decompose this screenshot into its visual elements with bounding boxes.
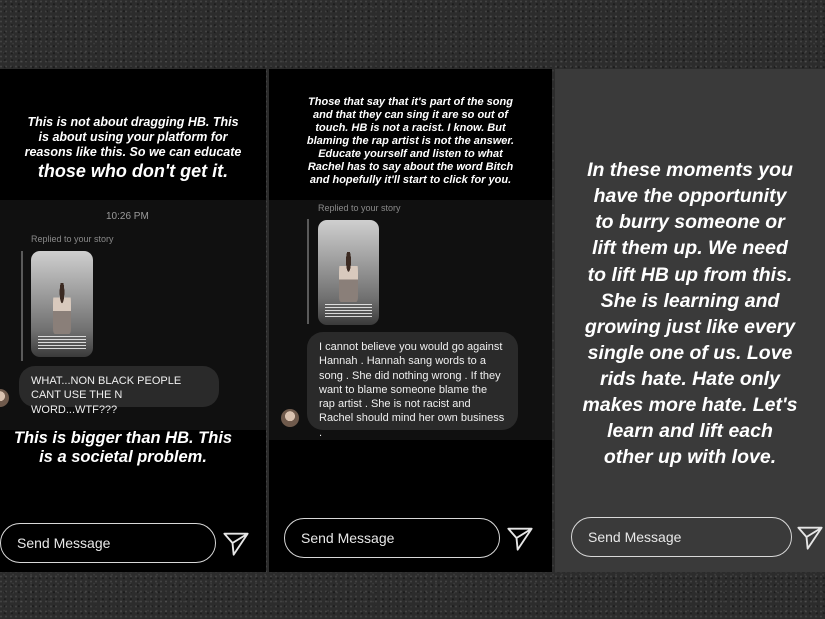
- replied-label: Replied to your story: [31, 234, 114, 244]
- caption-line: growing just like every: [584, 315, 796, 338]
- story-panel-1: [0, 69, 266, 572]
- caption-line: learn and lift each: [607, 420, 773, 443]
- story-thumbnail[interactable]: [31, 251, 93, 357]
- caption-line: lift them up. We need: [592, 237, 788, 260]
- caption: [555, 157, 825, 471]
- reply-divider: [307, 219, 309, 324]
- caption-line: This is not about dragging HB. This: [27, 115, 239, 129]
- timestamp: 10:26 PM: [106, 211, 149, 222]
- caption-line: to lift HB up from this.: [587, 263, 793, 286]
- paper-plane-icon[interactable]: [796, 523, 824, 551]
- thumbnail-figure: [53, 283, 72, 334]
- send-message-input[interactable]: Send Message: [284, 518, 500, 558]
- caption-line: In these moments you: [587, 159, 793, 181]
- story-panel-2: [269, 69, 552, 572]
- caption-line: have the opportunity: [593, 185, 787, 208]
- story-thumbnail[interactable]: [318, 220, 379, 325]
- thumbnail-text: [38, 336, 85, 351]
- replied-label: Replied to your story: [318, 203, 401, 213]
- caption-line: She is learning and: [600, 289, 780, 312]
- avatar[interactable]: [281, 409, 299, 427]
- caption-line: This is bigger than HB. This: [13, 429, 233, 447]
- caption-top: [0, 115, 266, 182]
- message-bubble: WHAT...NON BLACK PEOPLE CANT USE THE N WORD...WTF???: [19, 366, 219, 407]
- paper-plane-icon[interactable]: [506, 524, 534, 552]
- caption-line: reasons like this. So we can educate: [24, 144, 242, 159]
- caption-line: single one of us. Love: [587, 341, 793, 364]
- caption-line: is a societal problem.: [39, 448, 207, 467]
- caption-line: Educate yourself and listen to what: [318, 147, 503, 160]
- caption-line: rids hate. Hate only: [600, 368, 780, 390]
- paper-plane-icon[interactable]: [222, 529, 250, 557]
- thumbnail-text: [325, 304, 371, 319]
- caption-top: [269, 96, 552, 187]
- caption-line: and that they can sing it are so out of: [313, 108, 508, 121]
- caption-line: is about using your platform for: [38, 129, 228, 144]
- message-bubble: I cannot believe you would go against Hannah . Hannah sang words to a song . She did nothing wrong . If they want to blame someone blame the rap artist . She is not racist and Rachel should mind her own business .: [307, 332, 518, 430]
- caption-line: touch. HB is not a racist. I know. But: [315, 121, 506, 134]
- send-message-input[interactable]: Send Message: [0, 523, 216, 563]
- caption-line: other up with love.: [603, 446, 777, 469]
- caption-bottom: [0, 429, 246, 468]
- caption-line: Those that say that it's part of the song: [308, 96, 513, 108]
- send-message-input[interactable]: Send Message: [571, 517, 792, 557]
- caption-line: makes more hate. Let's: [582, 394, 798, 417]
- caption-line: Rachel has to say about the word Bitch: [307, 160, 514, 173]
- caption-line: to burry someone or: [595, 211, 785, 234]
- story-panel-3: [555, 69, 825, 572]
- caption-line: blaming the rap artist is not the answer.: [306, 134, 515, 147]
- caption-line: and hopefully it'll start to click for you.: [309, 173, 512, 186]
- reply-divider: [21, 251, 23, 361]
- thumbnail-figure: [339, 252, 357, 302]
- caption-line: those who don't get it.: [37, 161, 229, 182]
